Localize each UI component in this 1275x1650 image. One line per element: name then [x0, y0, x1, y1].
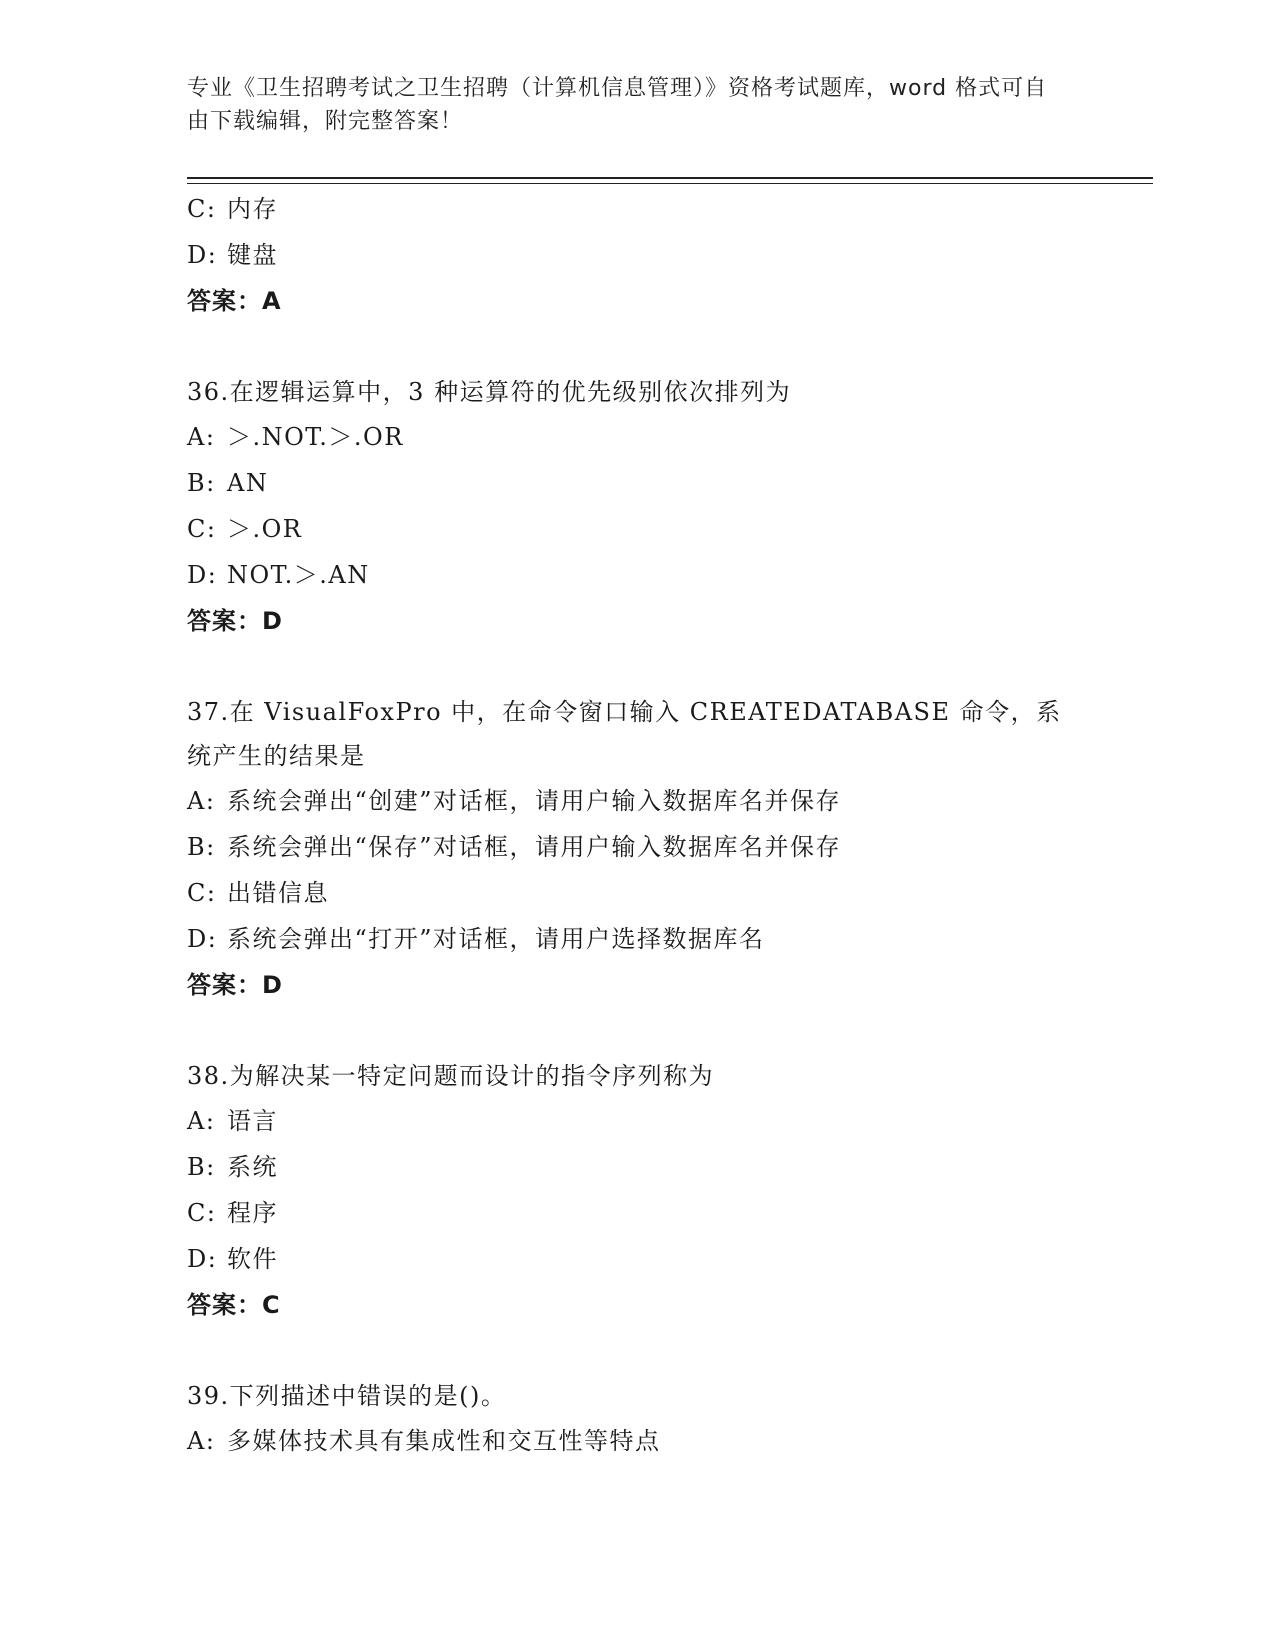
option-d: D: NOT.＞.AN: [187, 561, 370, 589]
option-a: A: 语言: [187, 1107, 278, 1135]
option-c: C: 出错信息: [187, 879, 329, 907]
header-rule-thin: [187, 183, 1153, 184]
answer-line: 答案：A: [187, 287, 282, 315]
option-d: D: 软件: [187, 1245, 278, 1273]
option-b: B: 系统会弹出“保存”对话框，请用户输入数据库名并保存: [187, 833, 842, 861]
option-c: C: ＞.OR: [187, 515, 303, 543]
option-a: A: 多媒体技术具有集成性和交互性等特点: [187, 1427, 661, 1455]
header-rule-thick: [187, 177, 1153, 179]
option-d: D: 系统会弹出“打开”对话框，请用户选择数据库名: [187, 925, 765, 953]
question-title: 39.下列描述中错误的是()。: [187, 1382, 507, 1410]
option-d: D: 键盘: [187, 241, 278, 269]
option-c: C: 程序: [187, 1199, 278, 1227]
option-b: B: 系统: [187, 1153, 278, 1181]
answer-line: 答案：D: [187, 607, 283, 635]
document-header: 专业《卫生招聘考试之卫生招聘（计算机信息管理）》资格考试题库，word 格式可自由下载编辑，附完整答案！: [187, 76, 1048, 134]
answer-line: 答案：D: [187, 971, 283, 999]
option-c: C: 内存: [187, 195, 278, 223]
question-title: 36.在逻辑运算中，3 种运算符的优先级别依次排列为: [187, 378, 792, 406]
question-content: [187, 186, 1107, 1464]
answer-line: 答案：C: [187, 1291, 281, 1319]
question-title: 37.在 VisualFoxPro 中，在命令窗口输入 CREATEDATABASE 命令，系统产生的结果是: [187, 698, 1062, 770]
option-a: A: ＞.NOT.＞.OR: [187, 423, 404, 451]
option-b: B: AN: [187, 469, 269, 497]
option-a: A: 系统会弹出“创建”对话框，请用户输入数据库名并保存: [187, 787, 842, 815]
question-title: 38.为解决某一特定问题而设计的指令序列称为: [187, 1062, 715, 1090]
